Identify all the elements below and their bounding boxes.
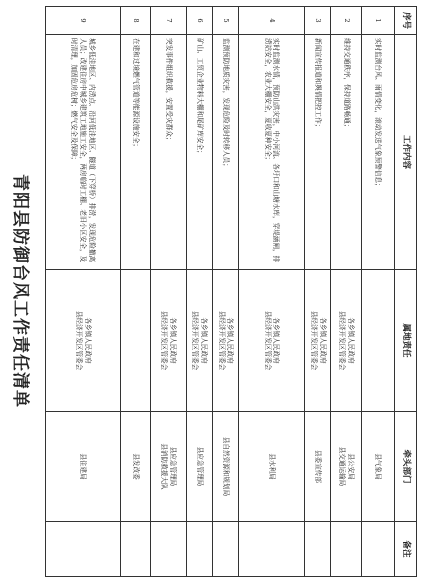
table-row bbox=[212, 7, 238, 577]
lead-department-line: 县消防救援大队 bbox=[160, 443, 169, 490]
local-responsibility-cell bbox=[151, 270, 186, 412]
local-responsibility-cell bbox=[186, 270, 212, 412]
header-no: 序号 bbox=[395, 7, 417, 35]
document-title: 青阳县防御台风工作责任清单 bbox=[10, 174, 30, 408]
table-row bbox=[305, 7, 331, 577]
lead-department-line: 县自然资源和规划局 bbox=[221, 436, 230, 497]
local-responsibility-cell bbox=[362, 270, 395, 412]
note-cell bbox=[305, 522, 331, 577]
lead-department-cell bbox=[331, 412, 362, 522]
local-responsibility-line: 县经济开发区管委会 bbox=[217, 310, 226, 371]
table-row bbox=[239, 7, 305, 577]
work-content-cell: 突发事件组织救援，安置受灾群众； bbox=[151, 35, 186, 270]
work-content-cell: 监测预防地质灾害，发现危险及时转移人员； bbox=[212, 35, 238, 270]
local-responsibility-line: 各乡镇人民政府 bbox=[272, 317, 281, 364]
local-responsibility-line: 县经济开发区管委会 bbox=[338, 310, 347, 371]
lead-department-line: 县住建局 bbox=[79, 453, 88, 480]
row-number-cell: 5 bbox=[212, 7, 238, 35]
table-row bbox=[362, 7, 395, 577]
lead-department-line: 县委宣传部 bbox=[314, 450, 323, 483]
row-number-cell: 7 bbox=[151, 7, 186, 35]
lead-department-line: 县水利局 bbox=[268, 453, 277, 480]
header-local: 属地责任 bbox=[395, 270, 417, 412]
lead-department-line: 县应急管理局 bbox=[195, 446, 204, 487]
table-row bbox=[46, 7, 121, 577]
note-cell bbox=[331, 522, 362, 577]
header-work: 工作内容 bbox=[395, 35, 417, 270]
local-responsibility-line: 县经济开发区管委会 bbox=[191, 310, 200, 371]
note-cell bbox=[362, 522, 395, 577]
lead-department-line: 县应急管理局 bbox=[169, 446, 178, 487]
table-row bbox=[151, 7, 186, 577]
header-note: 备注 bbox=[395, 522, 417, 577]
local-responsibility-line: 各乡镇人民政府 bbox=[200, 317, 209, 364]
work-content-cell: 实时监测台风、雨情变化，滚动发送气象预警信息； bbox=[362, 35, 395, 270]
local-responsibility-line: 各乡镇人民政府 bbox=[347, 317, 356, 364]
note-cell bbox=[186, 522, 212, 577]
work-content-cell: 实时监测水情，预防山洪灾害，中小河流、各圩口和山塘水库，穿堤涵闸，排涝站安全，农业大棚安全，夏收夏种安全； bbox=[239, 35, 305, 270]
lead-department-cell bbox=[46, 412, 121, 522]
local-responsibility-cell bbox=[239, 270, 305, 412]
note-cell bbox=[239, 522, 305, 577]
local-responsibility-line: 各乡镇人民政府 bbox=[318, 317, 327, 364]
table-row bbox=[331, 7, 362, 577]
row-number-cell: 3 bbox=[305, 7, 331, 35]
note-cell bbox=[151, 522, 186, 577]
local-responsibility-cell bbox=[331, 270, 362, 412]
local-responsibility-line: 各乡镇人民政府 bbox=[169, 317, 178, 364]
lead-department-line: 县公安局 bbox=[347, 453, 356, 480]
local-responsibility-line: 县经济开发区管委会 bbox=[309, 310, 318, 371]
local-responsibility-cell bbox=[46, 270, 121, 412]
work-content-cell: 维持交通秩序，保持道路畅通； bbox=[331, 35, 362, 270]
row-number-cell: 2 bbox=[331, 7, 362, 35]
lead-department-line: 县气象局 bbox=[374, 453, 383, 480]
row-number-cell: 1 bbox=[362, 7, 395, 35]
header-lead: 牵头部门 bbox=[395, 412, 417, 522]
local-responsibility-cell bbox=[305, 270, 331, 412]
table-row bbox=[120, 7, 151, 577]
local-responsibility-cell bbox=[212, 270, 238, 412]
row-number-cell: 9 bbox=[46, 7, 121, 35]
lead-department-cell bbox=[151, 412, 186, 522]
note-cell bbox=[46, 522, 121, 577]
lead-department-cell bbox=[186, 412, 212, 522]
local-responsibility-line: 县经济开发区管委会 bbox=[74, 310, 83, 371]
local-responsibility-line: 各乡镇人民政府 bbox=[226, 317, 235, 364]
lead-department-cell bbox=[239, 412, 305, 522]
header-row bbox=[395, 7, 417, 577]
lead-department-cell bbox=[120, 412, 151, 522]
lead-department-line: 县交通运输局 bbox=[338, 446, 347, 487]
lead-department-cell bbox=[212, 412, 238, 522]
work-content-cell: 在建和过境燃气管道等能源设施安全； bbox=[120, 35, 151, 270]
lead-department-cell bbox=[305, 412, 331, 522]
note-cell bbox=[212, 522, 238, 577]
local-responsibility-line: 各乡镇人民政府 bbox=[83, 317, 92, 364]
work-content-cell: 新闻宣传报道和舆情把控工作； bbox=[305, 35, 331, 270]
row-number-cell: 4 bbox=[239, 7, 305, 35]
local-responsibility-cell bbox=[120, 270, 151, 412]
work-content-cell: 矿山、工贸企业物料大棚和尾矿库安全； bbox=[186, 35, 212, 270]
row-number-cell: 6 bbox=[186, 7, 212, 35]
local-responsibility-line: 县经济开发区管委会 bbox=[263, 310, 272, 371]
work-content-cell: 城乡低洼地区、内涝点、沿河低洼地区、隧道（下穿桥）排涝，发现危险撤离人员；改建住房中城乡建筑工地施工安全，两房临时工棚、老旧小区安全，及时清理，加固危房危树；燃气安全及保障； bbox=[46, 35, 121, 270]
row-number-cell: 8 bbox=[120, 7, 151, 35]
note-cell bbox=[120, 522, 151, 577]
responsibility-table bbox=[45, 6, 417, 577]
local-responsibility-line: 县经济开发区管委会 bbox=[160, 310, 169, 371]
lead-department-line: 县发改委 bbox=[132, 453, 141, 480]
lead-department-cell bbox=[362, 412, 395, 522]
table-row bbox=[186, 7, 212, 577]
